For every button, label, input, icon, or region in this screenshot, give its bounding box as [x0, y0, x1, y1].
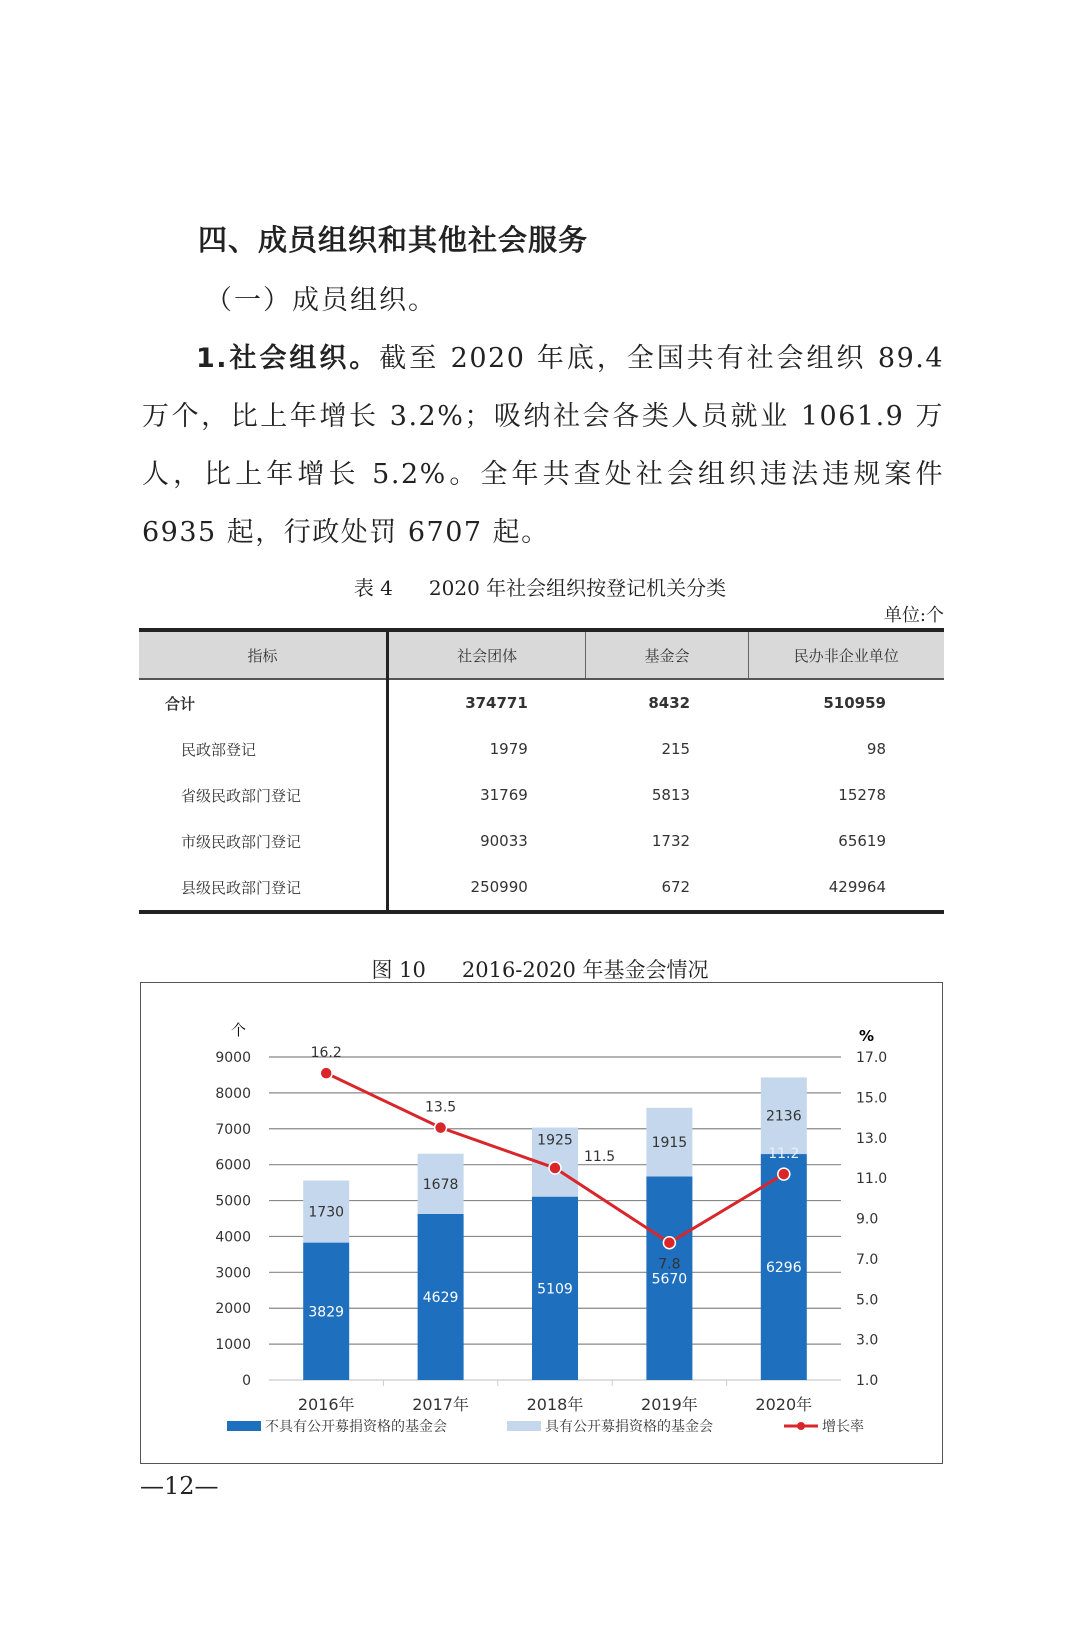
y2-tick-label: 3.0 [856, 1332, 879, 1349]
growth-rate-label: 11.5 [584, 1149, 616, 1166]
section-title: 四、成员组织和其他社会服务 [198, 223, 589, 257]
y2-axis-label: % [859, 1027, 875, 1045]
growth-rate-point [320, 1067, 332, 1079]
growth-rate-point [663, 1237, 675, 1249]
y-tick-label: 8000 [215, 1085, 251, 1102]
row-label: 市级民政部门登记 [139, 818, 388, 864]
figure-title: 2016-2020 年基金会情况 [461, 958, 709, 982]
cell-value: 31769 [480, 786, 528, 804]
table-row [139, 864, 944, 912]
y2-tick-label: 11.0 [856, 1171, 888, 1188]
table-label: 表 4 [353, 576, 393, 600]
bar-value-label: 1915 [651, 1135, 688, 1152]
row-label: 省级民政部门登记 [139, 772, 388, 818]
growth-rate-point [549, 1162, 561, 1174]
y2-tick-label: 1.0 [856, 1373, 879, 1389]
y-tick-label: 3000 [215, 1265, 251, 1282]
cell-value: 374771 [465, 694, 528, 712]
page-number: —12— [140, 1472, 219, 1500]
y2-tick-label: 9.0 [856, 1211, 879, 1228]
bar-value-label: 2136 [765, 1108, 802, 1125]
foundation-chart [140, 982, 943, 1464]
y2-tick-label: 13.0 [856, 1130, 888, 1147]
cell-value: 1732 [651, 832, 691, 850]
column-header: 基金会 [586, 630, 748, 679]
bar-value-label: 6296 [765, 1260, 802, 1277]
y-tick-label: 9000 [215, 1050, 251, 1066]
paragraph-lead: 1.社会组织。 [196, 343, 380, 374]
bar-value-label: 5670 [651, 1271, 688, 1288]
y-tick-label: 6000 [215, 1157, 251, 1174]
growth-rate-point [778, 1168, 790, 1180]
growth-rate-label: 11.2 [768, 1146, 800, 1163]
cell-value: 250990 [470, 878, 528, 896]
bar-value-label: 3829 [308, 1304, 345, 1321]
y-tick-label: 5000 [215, 1193, 251, 1210]
subsection-title: （一）成员组织。 [205, 285, 437, 316]
cell-value: 429964 [828, 878, 886, 896]
x-tick-label: 2019年 [641, 1395, 698, 1414]
y2-tick-label: 15.0 [856, 1090, 888, 1107]
chart-svg [141, 983, 942, 1463]
cell-value: 98 [866, 740, 886, 758]
legend-label: 具有公开募捐资格的基金会 [545, 1419, 713, 1435]
x-tick-label: 2016年 [297, 1395, 355, 1414]
table-header-row [139, 630, 944, 679]
growth-rate-point [435, 1122, 447, 1134]
growth-rate-label: 16.2 [310, 1045, 342, 1062]
y-tick-label: 2000 [215, 1301, 251, 1318]
cell-value: 672 [661, 878, 691, 896]
registration-table [139, 628, 944, 914]
cell-value: 5813 [651, 786, 691, 804]
legend-swatch-no-public [227, 1421, 261, 1431]
cell-value: 15278 [838, 786, 886, 804]
y-axis-label: 个 [231, 1021, 247, 1039]
cell-value: 215 [661, 740, 691, 758]
figure-label: 图 10 [371, 958, 426, 982]
x-tick-label: 2018年 [526, 1395, 584, 1414]
y-tick-label: 1000 [215, 1337, 251, 1354]
cell-value: 1979 [489, 740, 528, 758]
cell-value: 65619 [838, 832, 886, 850]
figure-caption [0, 954, 1080, 984]
growth-rate-label: 7.8 [658, 1256, 681, 1273]
y2-tick-label: 17.0 [856, 1050, 888, 1066]
row-label: 民政部登记 [139, 726, 388, 772]
bar-value-label: 1678 [422, 1176, 459, 1193]
table-row-total [139, 679, 944, 726]
bar-value-label: 5109 [537, 1281, 573, 1298]
bar-value-label: 4629 [422, 1289, 459, 1306]
bar-value-label: 1925 [537, 1132, 573, 1149]
legend-label: 不具有公开募捐资格的基金会 [265, 1419, 447, 1435]
body-paragraph [142, 330, 944, 562]
table-row [139, 772, 944, 818]
row-label: 合计 [139, 679, 388, 726]
column-header: 指标 [139, 630, 388, 679]
cell-value: 8432 [648, 694, 691, 712]
paragraph-text: 截至 2020 年底，全国共有社会组织 89.4 万个，比上年增长 3.2%；吸纳社会各类人员就业 1061.9 万人，比上年增长 5.2%。全年共查处社会组织违法违规案件 6935 起，行政处罚 6707 起。 [142, 343, 945, 548]
table-caption [0, 572, 1080, 601]
y-tick-label: 7000 [215, 1121, 251, 1138]
column-header: 社会团体 [388, 630, 586, 679]
x-tick-label: 2017年 [412, 1395, 469, 1414]
legend-label: 增长率 [822, 1419, 864, 1435]
y2-tick-label: 7.0 [856, 1251, 879, 1268]
cell-value: 510959 [823, 694, 886, 712]
legend-swatch-public [507, 1421, 541, 1431]
table-unit: 单位:个 [883, 605, 944, 626]
y2-tick-label: 5.0 [856, 1292, 879, 1309]
bar-value-label: 1730 [308, 1204, 345, 1221]
table-row [139, 818, 944, 864]
table-title: 2020 年社会组织按登记机关分类 [428, 576, 727, 600]
column-header: 民办非企业单位 [748, 630, 944, 679]
cell-value: 90033 [480, 832, 528, 850]
row-label: 县级民政部门登记 [139, 864, 388, 912]
y-tick-label: 4000 [215, 1229, 251, 1246]
y-tick-label: 0 [242, 1373, 251, 1389]
growth-rate-label: 13.5 [425, 1099, 457, 1116]
legend-marker-growth [797, 1422, 805, 1430]
table-row [139, 726, 944, 772]
x-tick-label: 2020年 [755, 1395, 813, 1414]
